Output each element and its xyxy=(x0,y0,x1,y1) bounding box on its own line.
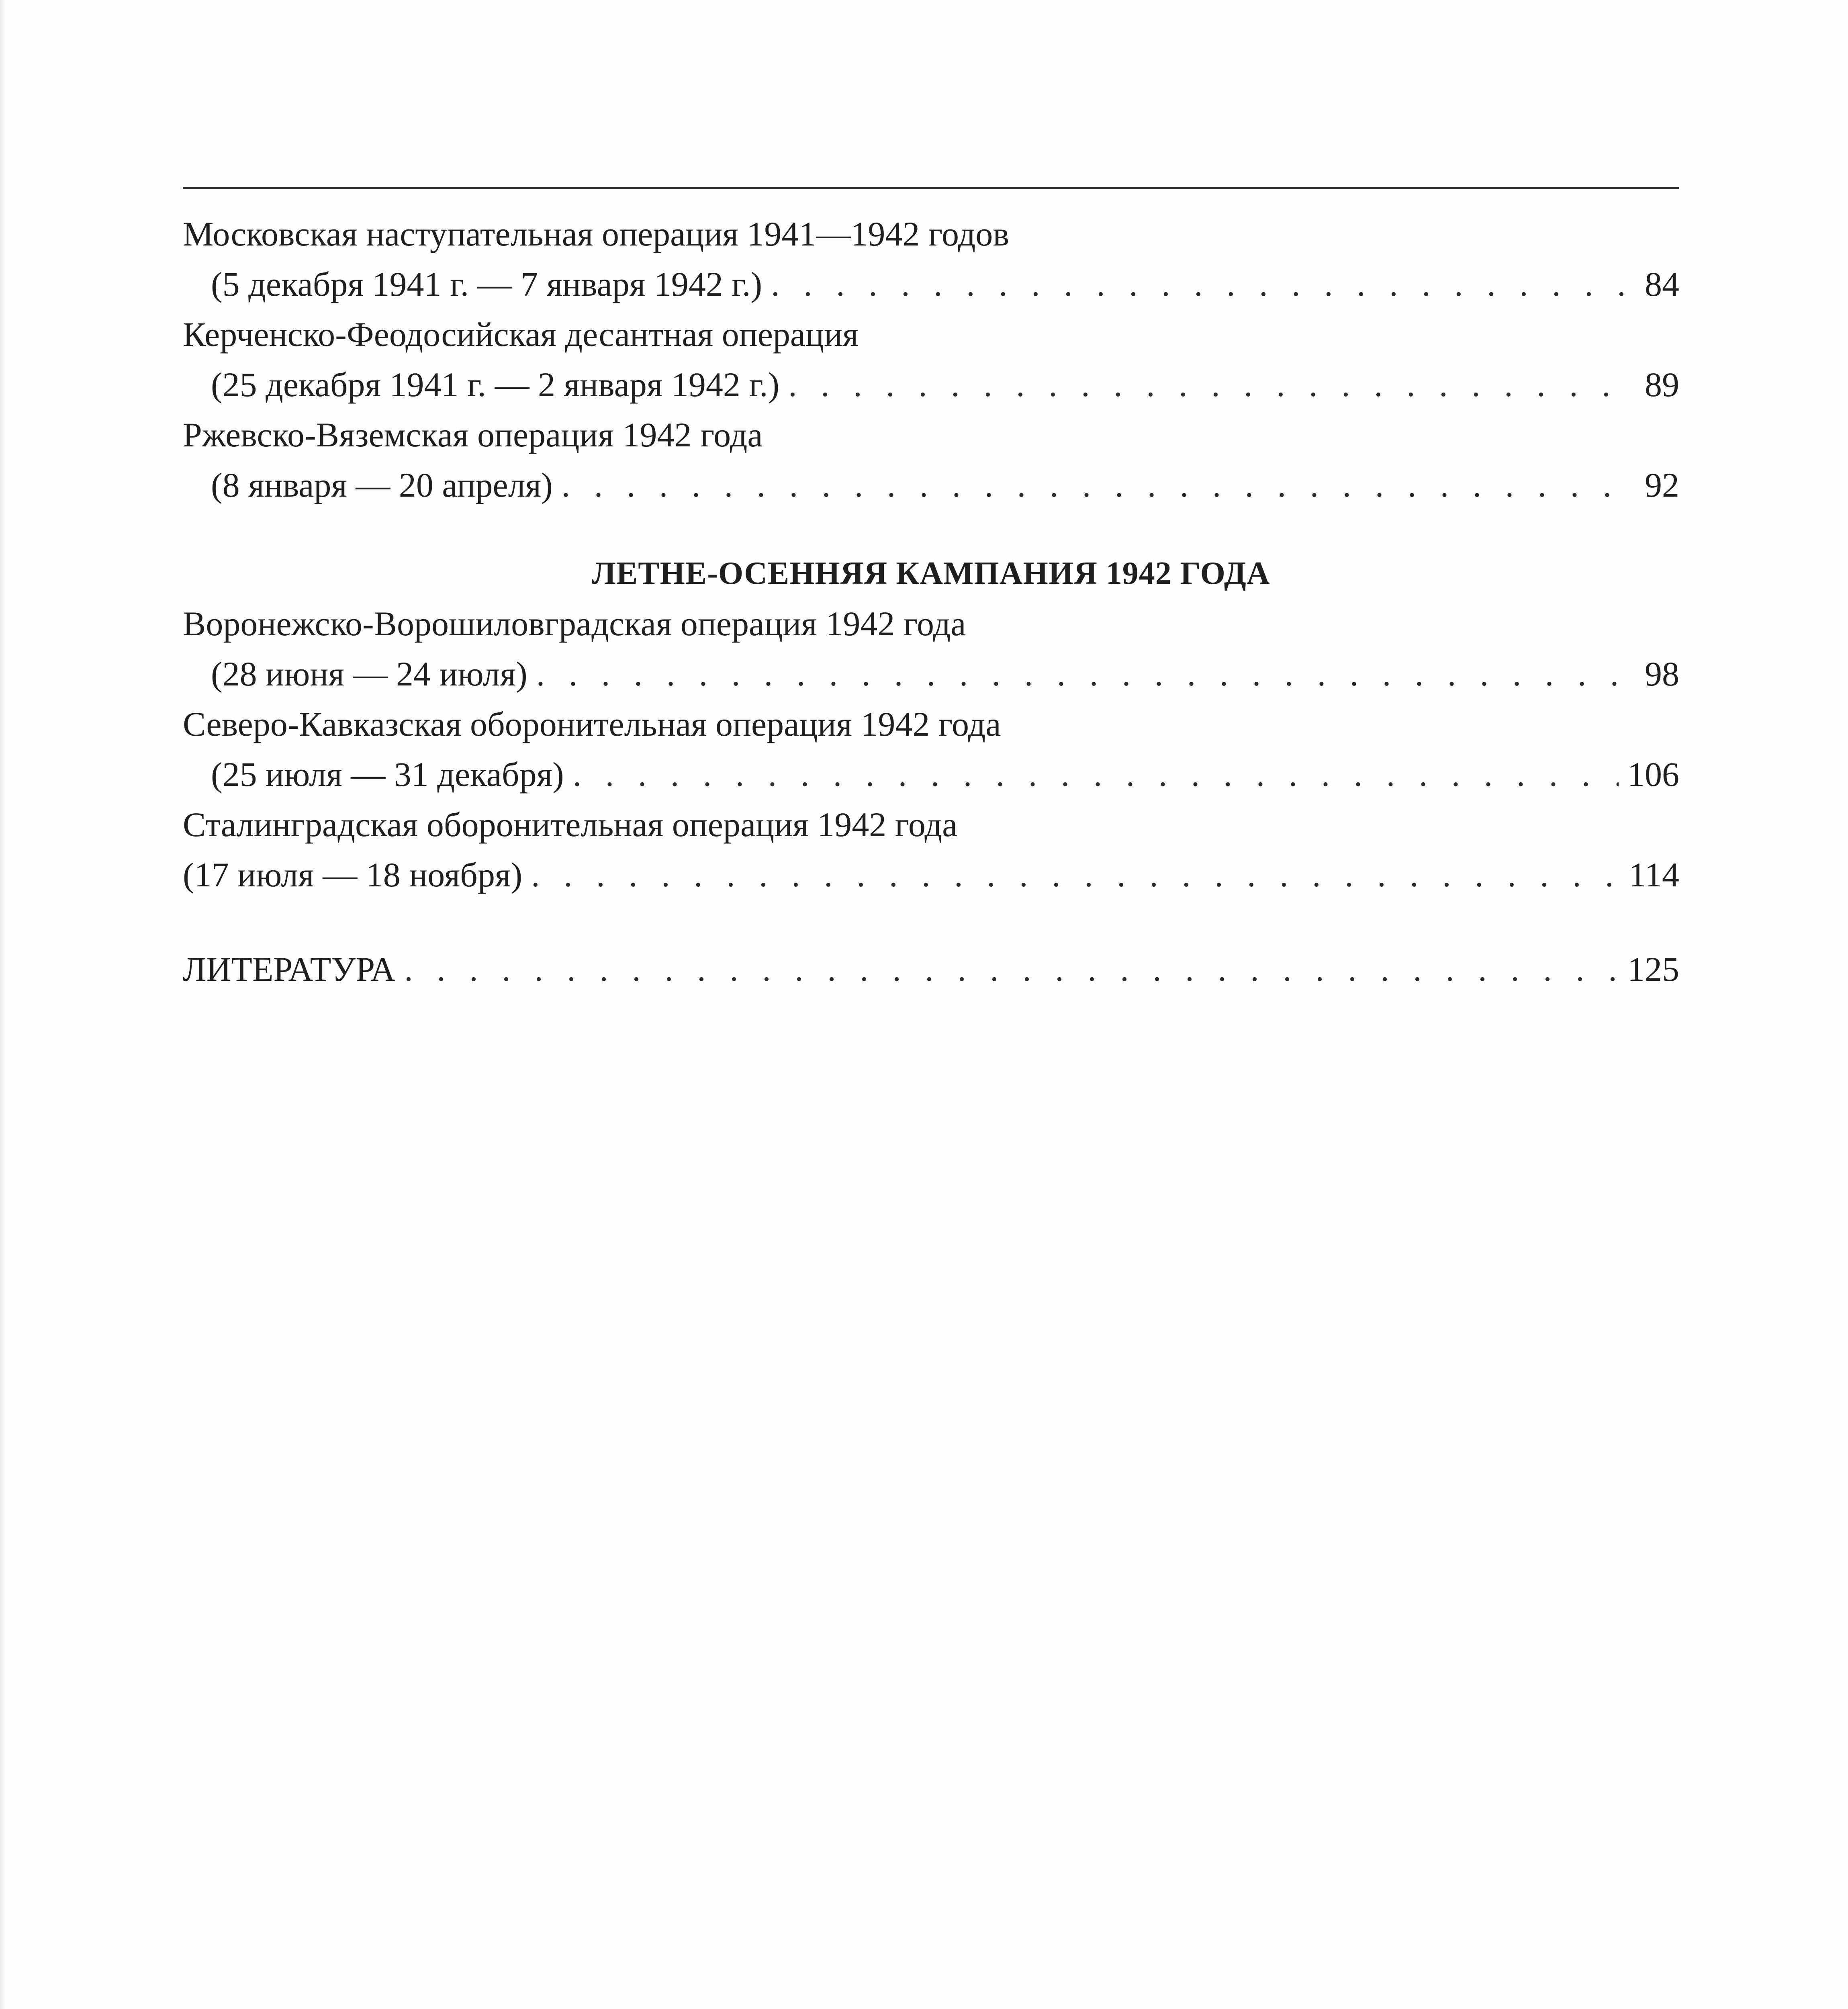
toc-entry-title: Сталинградская оборонительная операция 1942 года xyxy=(183,805,958,844)
dot-leader xyxy=(771,259,1636,309)
toc-page-number: 89 xyxy=(1645,365,1679,404)
dot-leader xyxy=(562,460,1636,510)
header-rule xyxy=(183,187,1679,189)
toc-page-number: 92 xyxy=(1645,466,1679,504)
dot-leader xyxy=(788,360,1636,410)
toc-literature-title: ЛИТЕРАТУРА xyxy=(183,950,396,988)
toc-entry xyxy=(183,410,1679,510)
toc-entry-line xyxy=(183,850,1679,900)
toc-entry xyxy=(183,800,1679,900)
toc-entry-title: Московская наступательная операция 1941—1942 годов xyxy=(183,215,1009,253)
toc-entry-title: Ржевско-Вяземская операция 1942 года xyxy=(183,415,763,454)
scan-edge-shadow xyxy=(0,0,6,2009)
toc-entry-dates: (5 декабря 1941 г. — 7 января 1942 г.) xyxy=(211,265,763,303)
toc-entry-dates: (25 декабря 1941 г. — 2 января 1942 г.) xyxy=(211,365,780,404)
toc-entry xyxy=(183,599,1679,699)
toc-entry-line xyxy=(183,649,1679,699)
toc-page-number: 106 xyxy=(1627,755,1679,794)
toc-page-number: 84 xyxy=(1645,265,1679,303)
toc-entry xyxy=(183,699,1679,800)
toc-entry-line xyxy=(183,749,1679,800)
dot-leader xyxy=(531,850,1620,900)
toc-entry-line xyxy=(183,360,1679,410)
toc-entry-dates: (28 июня — 24 июля) xyxy=(211,655,527,693)
dot-leader xyxy=(404,944,1619,994)
table-of-contents xyxy=(183,209,1679,994)
dot-leader xyxy=(536,649,1636,699)
toc-page-number: 98 xyxy=(1645,655,1679,693)
dot-leader xyxy=(573,749,1619,800)
toc-page-number: 114 xyxy=(1629,855,1679,894)
toc-entry xyxy=(183,309,1679,410)
toc-entry-dates: (25 июля — 31 декабря) xyxy=(211,755,564,794)
toc-entry-dates: (17 июля — 18 ноября) xyxy=(183,855,523,894)
toc-entry-line xyxy=(183,259,1679,309)
toc-entry-title: Керченско-Феодосийская десантная операция xyxy=(183,315,859,354)
toc-entry-dates: (8 января — 20 апреля) xyxy=(211,466,553,504)
toc-entry-title: Воронежско-Ворошиловградская операция 1942 года xyxy=(183,604,966,643)
toc-literature-line xyxy=(183,944,1679,994)
toc-entry-line xyxy=(183,460,1679,510)
toc-entry xyxy=(183,209,1679,309)
toc-page-number: 125 xyxy=(1627,950,1679,988)
section-heading: ЛЕТНЕ-ОСЕННЯЯ КАМПАНИЯ 1942 ГОДА xyxy=(592,556,1270,591)
toc-entry-title: Северо-Кавказская оборонительная операция 1942 года xyxy=(183,705,1001,743)
